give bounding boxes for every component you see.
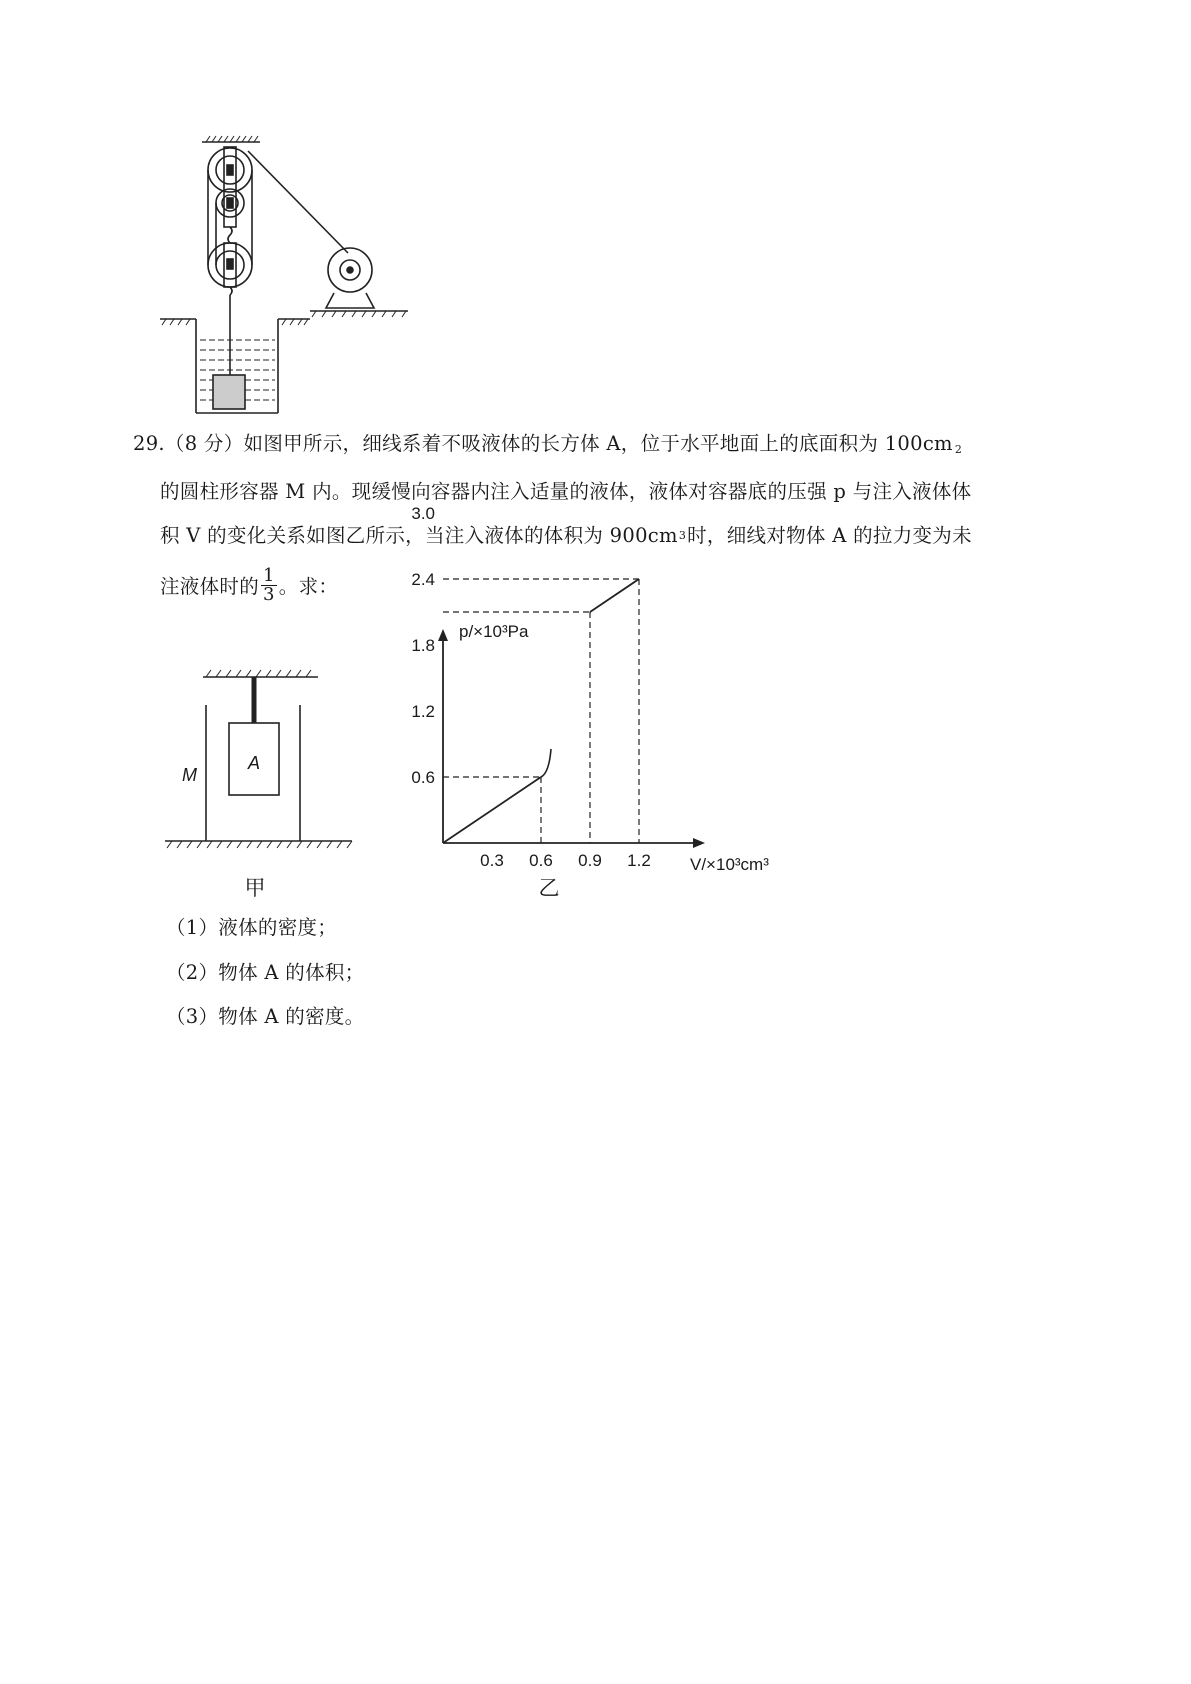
chart-guides xyxy=(443,579,639,843)
question-line-3 xyxy=(160,522,972,553)
question-text-4b: 。求： xyxy=(278,575,339,598)
y-tick-label: 1.8 xyxy=(411,636,435,655)
question-line-1 xyxy=(133,430,962,461)
x-tick-label: 1.2 xyxy=(627,851,651,870)
question-text-2: 的圆柱形容器 M 内。现缓慢向容器内注入适量的液体，液体对容器底的压强 p 与注入液体体 xyxy=(160,480,972,503)
pulley-system-figure xyxy=(150,135,420,425)
x-tick-label: 0.6 xyxy=(529,851,553,870)
y-tick-label: 0.6 xyxy=(411,768,435,787)
question-line-2 xyxy=(160,478,971,506)
question-line-4 xyxy=(160,567,338,607)
unit-exponent-2: 2 xyxy=(954,443,963,456)
data-curve-rise xyxy=(541,749,551,777)
chart-axes xyxy=(438,629,705,848)
y-axis-arrow xyxy=(438,629,448,641)
question-text-3b: 时，细线对物体 A 的拉力变为未 xyxy=(687,524,972,547)
data-segment-1 xyxy=(443,777,541,843)
fraction-one-third xyxy=(261,567,277,604)
sub-question-3: （3）物体 A 的密度。 xyxy=(166,1005,365,1028)
x-tick-label: 0.3 xyxy=(480,851,504,870)
figure-jia xyxy=(160,665,360,900)
chart-marks xyxy=(443,579,639,843)
y-tick-label: 3.0 xyxy=(411,504,435,523)
x-tick-label: 0.9 xyxy=(578,851,602,870)
figure-caption-jia: 甲 xyxy=(244,877,266,900)
sub-question-2: （2）物体 A 的体积； xyxy=(166,961,365,984)
question-text-4a: 注液体时的 xyxy=(160,575,260,598)
figure-caption-yi: 乙 xyxy=(538,877,560,900)
unit-exponent-3: 3 xyxy=(678,529,687,542)
y-tick-label: 1.2 xyxy=(411,702,435,721)
y-axis-label: p/×10³Pa xyxy=(459,622,529,641)
sub-question-1: （1）液体的密度； xyxy=(166,916,338,939)
data-segment-2 xyxy=(590,579,639,612)
x-axis-arrow xyxy=(693,838,705,848)
fraction-numerator: 1 xyxy=(263,565,275,586)
question-text-3a: 积 V 的变化关系如图乙所示，当注入液体的体积为 900cm xyxy=(160,524,678,547)
y-tick-label: 2.4 xyxy=(411,570,435,589)
question-number: 29.（8 分） xyxy=(133,432,244,455)
question-text-1: 如图甲所示，细线系着不吸液体的长方体 A，位于水平地面上的底面积为 100cm xyxy=(243,432,953,455)
fraction-denominator: 3 xyxy=(263,584,275,605)
x-axis-label: V/×10³cm³ xyxy=(690,855,769,874)
container-label-m: M xyxy=(182,765,197,785)
object-label-a: A xyxy=(248,753,261,773)
